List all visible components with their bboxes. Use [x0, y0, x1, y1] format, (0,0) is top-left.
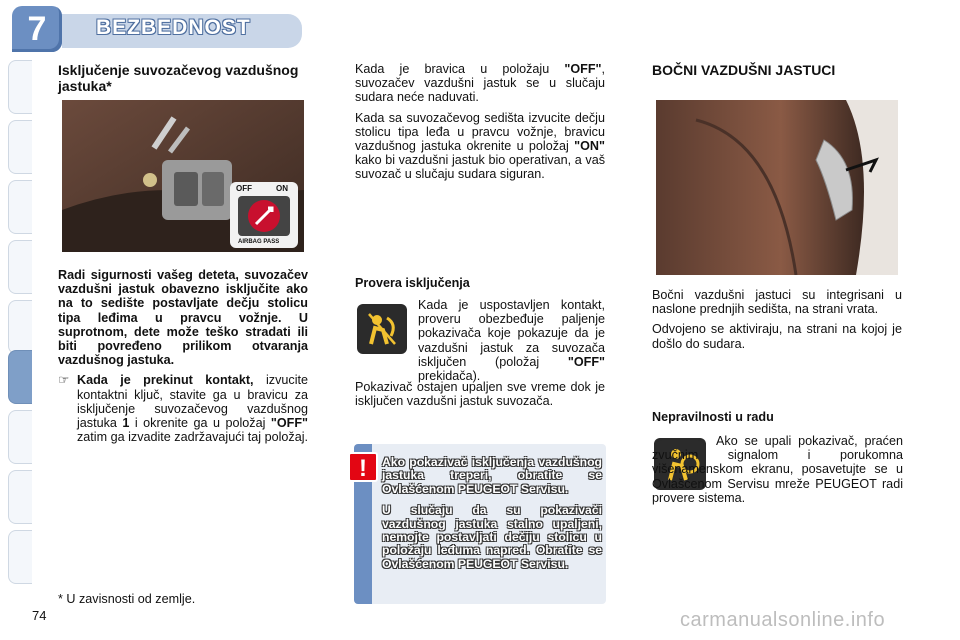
bullet-number: 1	[122, 416, 130, 431]
off-label: "OFF"	[567, 354, 605, 369]
fault-section	[652, 410, 902, 424]
on-label: "ON"	[574, 139, 605, 154]
paragraph: Pokazivač ostajen upaljen sve vreme dok je isključen vazdušni jastuk suvozača.	[355, 380, 605, 409]
bullet-instruction	[58, 373, 308, 444]
footnote-text: U zavisnosti od zemlje.	[66, 592, 196, 606]
chapter-number: 7	[12, 6, 62, 52]
text: Kada je uspostavljen kontakt, proveru obezbeđuje paljenje pokazivača koje pokazuje da je vazdušni jastuk za suvozača isključen (položaj	[418, 298, 605, 369]
paragraph: Bočni vazdušni jastuci su integrisani u naslone prednjih sedišta, na strani vrata.	[652, 288, 902, 317]
paragraph	[355, 111, 605, 182]
section-heading: BOČNI VAZDUŠNI JASTUCI	[652, 62, 836, 78]
column-middle	[355, 62, 605, 188]
side-airbag-seat-photo	[656, 100, 898, 275]
column-left-body	[58, 268, 308, 450]
bullet-text: zatim ga izvadite zadržavajući taj položaj.	[77, 430, 308, 445]
off-label: "OFF"	[564, 62, 602, 76]
column-right	[652, 62, 902, 78]
chapter-tab[interactable]	[8, 530, 32, 584]
text: Kada je bravica u položaju	[355, 62, 565, 76]
page-title: BEZBEDNOST	[96, 16, 251, 39]
chapter-tabs	[0, 40, 32, 580]
paragraph	[355, 62, 605, 105]
photo-label-on: ON	[276, 184, 288, 193]
paragraph: Odvojeno se aktiviraju, na strani na kojoj je došlo do sudara.	[652, 322, 902, 351]
text: , suvozačev vazdušni jastuk se u slučaju sudara neće naduvati.	[355, 62, 605, 105]
bullet-off: "OFF"	[270, 416, 308, 431]
fault-text	[652, 434, 903, 511]
child-safety-warning: Radi sigurnosti vašeg deteta, suvozačev vazdušni jastuk obavezno isključite ako na to sedište postavljate dečju stolicu tipa leđima u pravcu vožnje. U suprotnom, dete može teško stradati ili biti povređeno prilikom otvaranja vazdušnog jastuka.	[58, 268, 308, 368]
paragraph: Ako se upali pokazivač, praćen zvučnim signalom i porukomna višenamenskom ekranu, posavetujte se u Ovlašćenom Servisu mreže PEUGEOT radi provere sistema.	[652, 434, 903, 505]
check-text-2	[355, 380, 605, 414]
warning-text: U slučaju da su pokazivači vazdušnog jastuka stalno upaljeni, nemojte postavljati dečiju stolicu u položaju leđuma napred. Obratite se Ovlašćenom PEUGEOT Servisu.	[382, 503, 602, 571]
bullet-text: i okrenite ga u položaj	[129, 416, 271, 431]
check-section	[355, 276, 605, 290]
watermark: carmanualsonline.info	[680, 609, 886, 631]
warning-content	[382, 456, 602, 579]
photo-label-bottom: AIRBAG PASS	[238, 239, 280, 245]
page-header	[0, 0, 960, 54]
text: kako bi vazdušni jastuk bio operativan, a vaš suvozač u slučaju sudara siguran.	[355, 153, 605, 182]
bullet-text: izvucite kontaktni ključ, stavite ga u bravicu za isključenje suvozačevog vazdušnog jastuka	[77, 373, 308, 431]
chapter-tab-active[interactable]	[8, 350, 32, 404]
side-airbag-text	[652, 288, 902, 357]
chapter-tab[interactable]	[8, 60, 32, 114]
airbag-switch-photo	[62, 100, 304, 252]
text: Kada sa suvozačevog sedišta izvucite dečju stolicu tipa leđa u pravcu vožnje, bravicu vazdušnog jastuka okrenite u položaj	[355, 110, 605, 154]
column-left	[58, 62, 308, 94]
warning-text: Ako pokazivač isključenja vazdušnog jastuka treperi, obratite se Ovlašćenom PEUGEOT Servisu.	[382, 455, 602, 496]
exclamation-icon: !	[348, 452, 378, 482]
photo-label-off: OFF	[236, 184, 252, 193]
airbag-off-warning-icon	[357, 304, 407, 354]
check-heading: Provera isključenja	[355, 276, 470, 290]
chapter-tab[interactable]	[8, 300, 32, 354]
warning-box	[354, 444, 606, 604]
footnote	[58, 592, 195, 606]
text: prekidača).	[418, 369, 481, 384]
chapter-tab[interactable]	[8, 410, 32, 464]
footnote-star: *	[58, 592, 63, 606]
chapter-tab[interactable]	[8, 180, 32, 234]
bullet-lead: Kada je prekinut kontakt,	[77, 373, 254, 388]
chapter-tab[interactable]	[8, 240, 32, 294]
page-number: 74	[32, 608, 47, 623]
section-heading: Isključenje suvozačevog vazdušnog jastuka*	[58, 62, 299, 94]
chapter-tab[interactable]	[8, 120, 32, 174]
paragraph	[418, 298, 605, 383]
chapter-tab[interactable]	[8, 470, 32, 524]
bullet-icon: ☞	[58, 373, 70, 388]
fault-heading: Nepravilnosti u radu	[652, 410, 774, 424]
check-text	[418, 298, 605, 389]
